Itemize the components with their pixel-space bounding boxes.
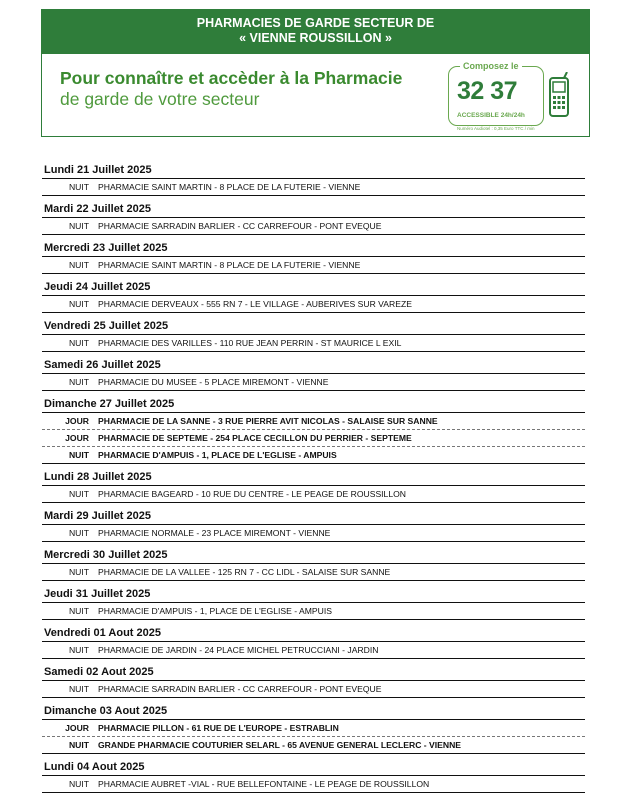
day-date: Mercredi 23 Juillet 2025 — [44, 242, 168, 254]
day-date: Mardi 22 Juillet 2025 — [44, 203, 151, 215]
day-block — [42, 664, 585, 703]
schedule-list — [42, 162, 585, 798]
day-block — [42, 547, 585, 586]
entry-time: NUIT — [68, 567, 89, 577]
pharmacy-entry — [42, 178, 585, 195]
entry-time: NUIT — [68, 338, 89, 348]
entry-pharmacy: PHARMACIE NORMALE - 23 PLACE MIREMONT - VIENNE — [98, 528, 331, 538]
day-block — [42, 586, 585, 625]
entry-pharmacy: PHARMACIE DES VARILLES - 110 RUE JEAN PERRIN - ST MAURICE L EXIL — [98, 338, 402, 348]
day-date: Mercredi 30 Juillet 2025 — [44, 549, 168, 561]
entry-pharmacy: PHARMACIE SARRADIN BARLIER - CC CARREFOUR - PONT EVEQUE — [98, 221, 382, 231]
pharmacy-entry — [42, 485, 585, 502]
day-date: Samedi 26 Juillet 2025 — [44, 359, 161, 371]
entry-time: JOUR — [65, 433, 89, 443]
header-title-line2: « VIENNE ROUSSILLON » — [239, 31, 392, 45]
entry-pharmacy: PHARMACIE DE JARDIN - 24 PLACE MICHEL PETRUCCIANI - JARDIN — [98, 645, 379, 655]
pharmacy-entry — [42, 719, 585, 736]
day-date: Lundi 28 Juillet 2025 — [44, 471, 152, 483]
day-block — [42, 279, 585, 318]
day-date: Jeudi 24 Juillet 2025 — [44, 281, 151, 293]
day-divider — [42, 792, 585, 798]
header-title-line1: PHARMACIES DE GARDE SECTEUR DE — [196, 16, 435, 30]
pharmacy-entry — [42, 602, 585, 619]
day-block — [42, 318, 585, 357]
entry-pharmacy: PHARMACIE AUBRET -VIAL - RUE BELLEFONTAINE - LE PEAGE DE ROUSSILLON — [98, 779, 430, 789]
entry-time: NUIT — [68, 606, 89, 616]
badge-accessible: ACCESSIBLE 24h/24h — [457, 112, 525, 119]
entry-time: JOUR — [65, 723, 89, 733]
entry-pharmacy: PHARMACIE BAGEARD - 10 RUE DU CENTRE - LE PEAGE DE ROUSSILLON — [98, 489, 407, 499]
badge-compose: Composez le — [460, 61, 522, 71]
badge-note: Numéro Audiotel : 0,35 Euro TTC / min — [457, 126, 535, 131]
entry-time: NUIT — [68, 779, 89, 789]
pharmacy-entry — [42, 412, 585, 429]
pharmacy-entry — [42, 641, 585, 658]
pharmacy-entry — [42, 563, 585, 580]
entry-pharmacy: PHARMACIE SAINT MARTIN - 8 PLACE DE LA FUTERIE - VIENNE — [98, 260, 361, 270]
pharmacy-entry — [42, 680, 585, 697]
pharmacy-entry — [42, 775, 585, 792]
entry-pharmacy: PHARMACIE D'AMPUIS - 1, PLACE DE L'EGLISE - AMPUIS — [98, 606, 332, 616]
day-date: Jeudi 31 Juillet 2025 — [44, 588, 151, 600]
day-block — [42, 201, 585, 240]
entry-time: NUIT — [68, 221, 89, 231]
entry-pharmacy: PHARMACIE DE LA VALLEE - 125 RN 7 - CC LIDL - SALAISE SUR SANNE — [98, 567, 391, 577]
entry-time: NUIT — [68, 182, 89, 192]
entry-time: NUIT — [68, 450, 89, 460]
day-block — [42, 357, 585, 396]
entry-pharmacy: PHARMACIE DE LA SANNE - 3 RUE PIERRE AVIT NICOLAS - SALAISE SUR SANNE — [98, 416, 438, 426]
entry-time: NUIT — [68, 740, 89, 750]
day-date: Mardi 29 Juillet 2025 — [44, 510, 151, 522]
pharmacy-entry — [42, 429, 585, 446]
entry-time: JOUR — [65, 416, 89, 426]
pharmacy-entry — [42, 334, 585, 351]
entry-time: NUIT — [68, 528, 89, 538]
entry-pharmacy: PHARMACIE DE SEPTEME - 254 PLACE CECILLON DU PERRIER - SEPTEME — [98, 433, 412, 443]
day-block — [42, 625, 585, 664]
entry-time: NUIT — [68, 645, 89, 655]
day-block — [42, 703, 585, 759]
pharmacy-entry — [42, 524, 585, 541]
badge-number: 32 37 — [457, 77, 518, 105]
day-date: Samedi 02 Aout 2025 — [44, 666, 154, 678]
pharmacy-entry — [42, 373, 585, 390]
mobile-phone-icon — [547, 72, 571, 118]
entry-pharmacy: PHARMACIE PILLON - 61 RUE DE L'EUROPE - ESTRABLIN — [98, 723, 339, 733]
day-date: Lundi 04 Aout 2025 — [44, 761, 145, 773]
day-block — [42, 469, 585, 508]
entry-time: NUIT — [68, 684, 89, 694]
day-block — [42, 508, 585, 547]
day-block — [42, 759, 585, 798]
entry-pharmacy: GRANDE PHARMACIE COUTURIER SELARL - 65 AVENUE GENERAL LECLERC - VIENNE — [98, 740, 462, 750]
entry-time: NUIT — [68, 299, 89, 309]
entry-pharmacy: PHARMACIE DERVEAUX - 555 RN 7 - LE VILLAGE - AUBERIVES SUR VAREZE — [98, 299, 412, 309]
day-date: Dimanche 03 Aout 2025 — [44, 705, 168, 717]
pharmacy-entry — [42, 736, 585, 753]
day-date: Lundi 21 Juillet 2025 — [44, 164, 152, 176]
phone-badge — [448, 60, 578, 132]
promo-line1: Pour connaître et accèder à la Pharmacie — [60, 68, 403, 88]
day-date: Vendredi 25 Juillet 2025 — [44, 320, 169, 332]
entry-time: NUIT — [68, 489, 89, 499]
promo-line2: de garde de votre secteur — [60, 89, 260, 109]
entry-time: NUIT — [68, 260, 89, 270]
header-box — [41, 9, 590, 137]
day-date: Dimanche 27 Juillet 2025 — [44, 398, 175, 410]
header-band — [42, 10, 589, 54]
day-date: Vendredi 01 Aout 2025 — [44, 627, 161, 639]
pharmacy-entry — [42, 295, 585, 312]
day-block — [42, 396, 585, 469]
promo-text — [60, 68, 402, 110]
entry-pharmacy: PHARMACIE D'AMPUIS - 1, PLACE DE L'EGLISE - AMPUIS — [98, 450, 337, 460]
day-block — [42, 240, 585, 279]
pharmacy-entry — [42, 217, 585, 234]
day-block — [42, 162, 585, 201]
entry-pharmacy: PHARMACIE SAINT MARTIN - 8 PLACE DE LA FUTERIE - VIENNE — [98, 182, 361, 192]
entry-pharmacy: PHARMACIE SARRADIN BARLIER - CC CARREFOUR - PONT EVEQUE — [98, 684, 382, 694]
pharmacy-entry — [42, 256, 585, 273]
entry-time: NUIT — [68, 377, 89, 387]
entry-pharmacy: PHARMACIE DU MUSEE - 5 PLACE MIREMONT - VIENNE — [98, 377, 329, 387]
pharmacy-entry — [42, 446, 585, 463]
